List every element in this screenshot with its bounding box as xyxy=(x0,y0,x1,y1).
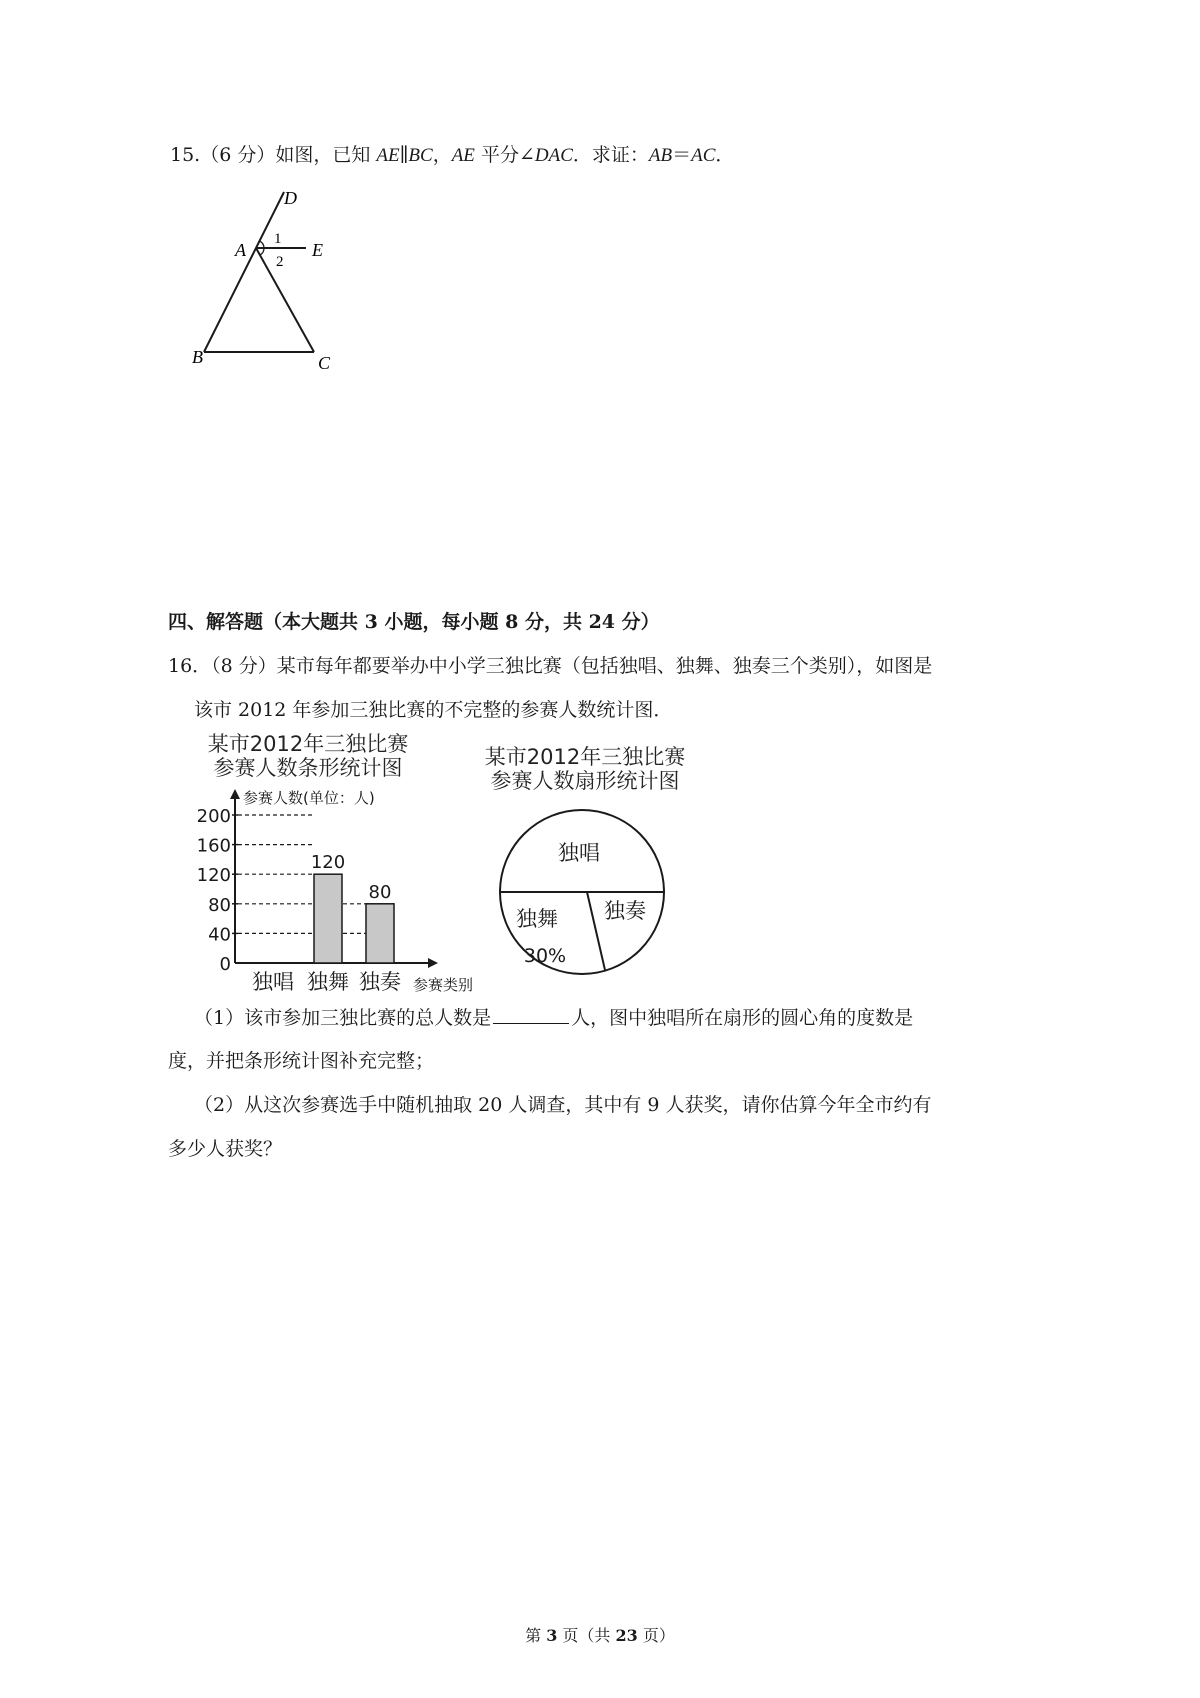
page-footer xyxy=(0,1623,1200,1646)
line-a-to-c xyxy=(256,248,314,352)
q16-part1-a: （1）该市参加三独比赛的总人数是 xyxy=(194,1007,492,1029)
section-4-heading xyxy=(168,609,660,635)
y-tick-label: 80 xyxy=(208,894,231,916)
section4-total: 24 xyxy=(588,611,616,633)
x-category-label: 独唱 xyxy=(252,970,294,994)
pie-slice-percent: 30% xyxy=(523,945,567,967)
q16-part2-line-a: （2）从这次参赛选手中随机抽取 20 人调查，其中有 9 人获奖，请你估算今年全市约有 xyxy=(194,1094,932,1116)
pie-chart-title xyxy=(470,745,700,793)
x-category-label: 独舞 xyxy=(307,970,349,994)
q16-part1-line-b: 度，并把条形统计图补充完整； xyxy=(168,1050,435,1072)
q15-ae2: AE xyxy=(451,145,475,166)
section4-score-each: 8 xyxy=(505,611,519,633)
section4-n-questions: 3 xyxy=(364,611,378,633)
q15-period: ． xyxy=(715,144,735,166)
y-tick-label: 120 xyxy=(196,865,231,887)
footer-post: 页） xyxy=(637,1626,675,1645)
bar-chart-title-line-1: 某市2012年三独比赛 xyxy=(207,732,409,756)
bar-value-label: 80 xyxy=(368,881,392,903)
section4-heading-2: 小题，每小题 xyxy=(377,611,506,633)
q15-ab: AB xyxy=(648,145,673,166)
q16-part1-b: 人，图中独唱所在扇形的圆心角的度数是 xyxy=(571,1007,914,1029)
q15-eq: ＝ xyxy=(672,144,692,166)
q16-part1-line-a xyxy=(194,1005,913,1031)
footer-total-pages: 23 xyxy=(615,1626,638,1645)
pie-slice-label: 独唱 xyxy=(558,841,600,865)
pie-chart-title-line-1: 某市2012年三独比赛 xyxy=(484,745,686,769)
q15-number: 15. xyxy=(170,144,201,166)
q16-line-1: 16．（8 分）某市每年都要举办中小学三独比赛（包括独唱、独舞、独奏三个类别），如图是 xyxy=(168,655,933,677)
angle-1-arc xyxy=(260,241,265,248)
pie-chart xyxy=(495,808,675,978)
pie-chart-title-line-2: 参赛人数扇形统计图 xyxy=(490,769,680,793)
angle-2-arc xyxy=(260,248,264,255)
label-d: D xyxy=(284,188,297,208)
y-tick-label: 0 xyxy=(219,954,231,975)
bar xyxy=(314,874,342,963)
q15-text-2: 平分∠ xyxy=(474,144,535,166)
q15-bc: BC xyxy=(408,145,433,166)
q15-comma: ， xyxy=(432,144,452,166)
line-b-to-d xyxy=(204,192,284,352)
bar-chart-title-line-2: 参赛人数条形统计图 xyxy=(213,756,403,780)
pie-slice-label: 独奏 xyxy=(604,899,646,923)
label-a: A xyxy=(235,240,246,260)
label-c: C xyxy=(318,353,331,373)
bar-chart xyxy=(180,785,510,1000)
x-axis-arrow xyxy=(428,958,438,968)
label-e: E xyxy=(312,240,323,260)
label-angle-2: 2 xyxy=(276,254,284,270)
bar-value-label: 120 xyxy=(310,852,346,874)
x-category-label: 独奏 xyxy=(359,970,401,994)
q15-parallel: ∥ xyxy=(399,144,409,166)
label-angle-1: 1 xyxy=(274,231,282,247)
q16-part2-line-b: 多少人获奖？ xyxy=(168,1138,283,1160)
y-tick-label: 40 xyxy=(208,924,231,946)
pie-slice-label: 独舞 xyxy=(516,907,558,931)
q15-ae: AE xyxy=(376,145,400,166)
y-axis-label: 参赛人数(单位：人) xyxy=(243,789,375,807)
label-b: B xyxy=(192,347,203,367)
q15-dac: DAC xyxy=(534,145,573,166)
answer-blank-total[interactable] xyxy=(493,1005,569,1024)
q15-text-1: 如图，已知 xyxy=(275,144,377,166)
q16-line-2: 该市 2012 年参加三独比赛的不完整的参赛人数统计图． xyxy=(194,699,673,721)
footer-page-number: 3 xyxy=(546,1626,558,1645)
y-tick-label: 200 xyxy=(196,806,231,827)
footer-mid: 页（共 xyxy=(557,1626,616,1645)
x-axis-label: 参赛类别 xyxy=(413,976,474,994)
q15-ac: AC xyxy=(691,145,716,166)
section4-heading-1: 四、解答题（本大题共 xyxy=(168,611,365,633)
footer-pre: 第 xyxy=(525,1626,547,1645)
section4-heading-4: 分） xyxy=(615,611,660,633)
bar xyxy=(366,904,394,963)
section4-heading-3: 分，共 xyxy=(518,611,589,633)
q15-score: （6 分） xyxy=(200,144,276,166)
bar-chart-title xyxy=(198,732,418,780)
q15-text xyxy=(170,142,734,169)
y-tick-label: 160 xyxy=(196,835,231,857)
q15-text-3: ．求证： xyxy=(572,144,649,166)
y-axis-arrow xyxy=(230,789,240,799)
q15-triangle-figure xyxy=(180,180,360,380)
